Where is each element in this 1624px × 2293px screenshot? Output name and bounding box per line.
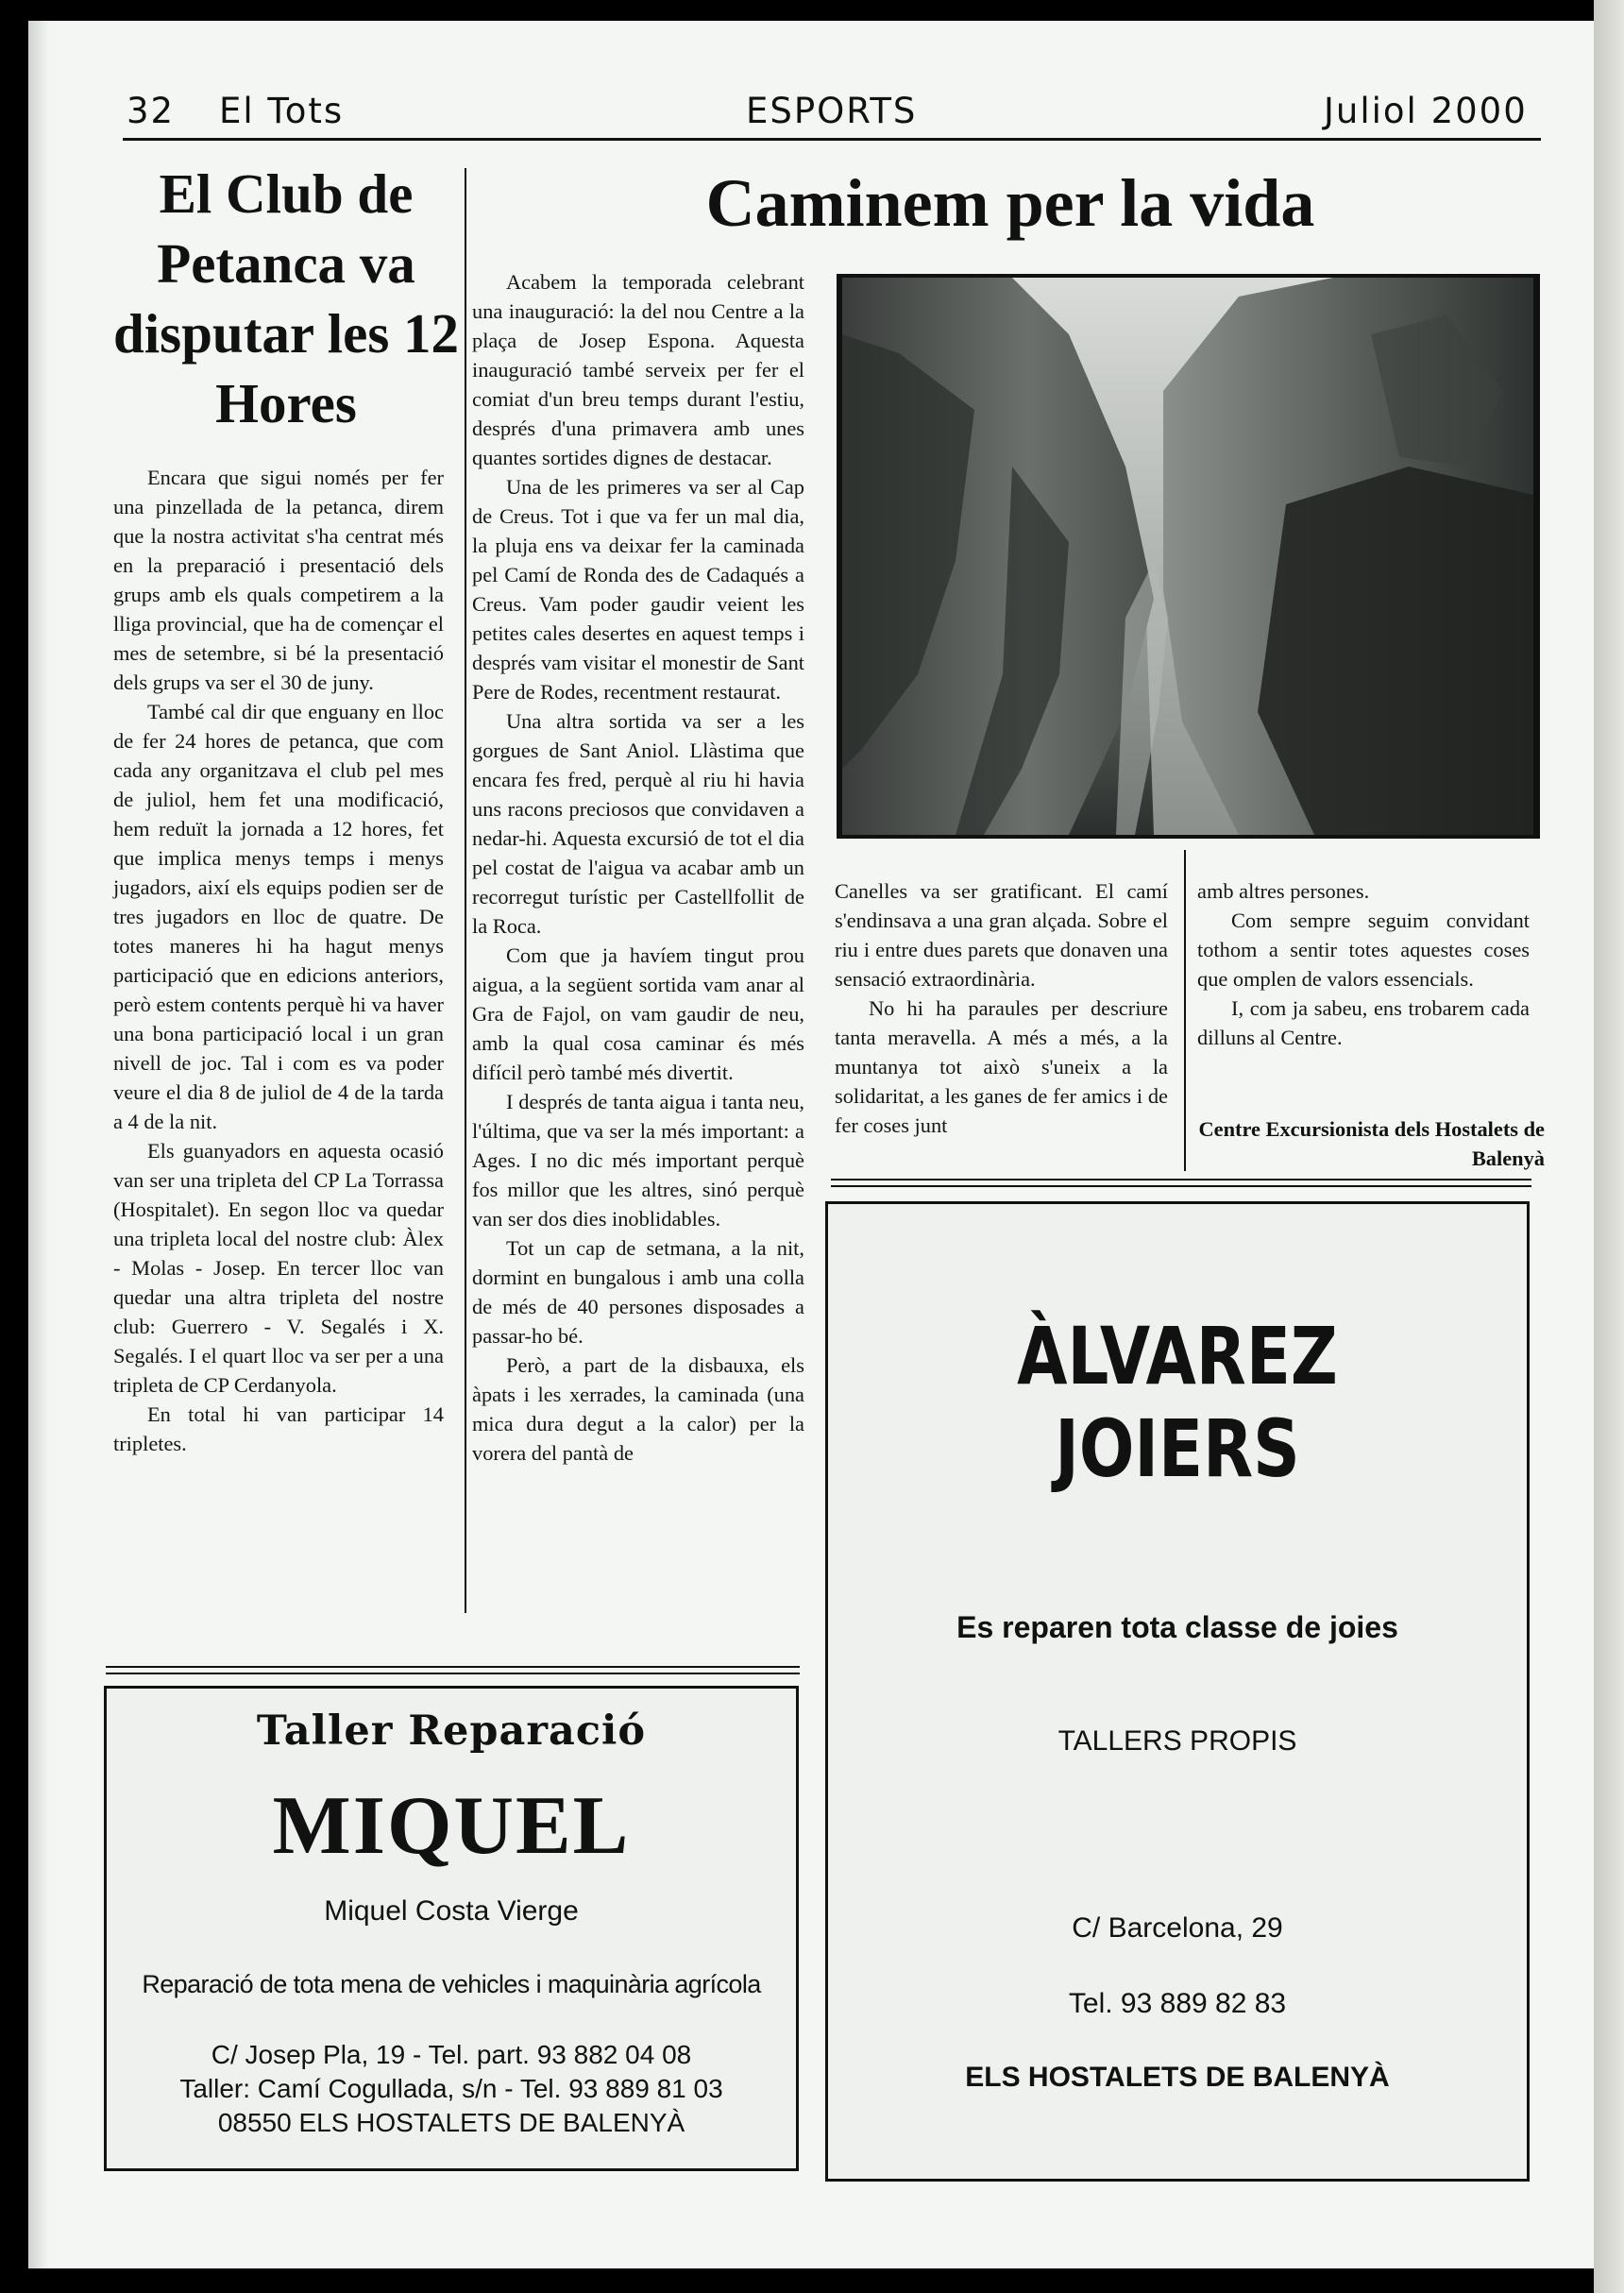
section-rule: [831, 1185, 1531, 1187]
paragraph: Encara que sigui només per fer una pinzellada de la petanca, direm que la nostra activitat s'ha centrat més en la preparació i presentació dels grups amb els quals competirem a la lliga provincial, que ha de començar el mes de setembre, si bé la presentació dels grups va ser el 30 de juny.: [113, 466, 444, 694]
section-rule: [106, 1666, 800, 1668]
main-article-title: Caminem per la vida: [705, 165, 1315, 241]
paragraph: Com que ja havíem tingut prou aigua, a la següent sortida vam anar al Gra de Fajol, on vam gaudir de neu, amb la qual cosa caminar és més difícil però també més divertit.: [472, 943, 804, 1084]
header-rule: [123, 138, 1541, 141]
ad-miquel-owner: Miquel Costa Vierge: [324, 1895, 579, 1927]
ad-taller-miquel: [104, 1686, 799, 2171]
paragraph: Tot un cap de setmana, a la nit, dormint en bungalous i amb una colla de més de 40 persones disposades a passar-ho bé.: [472, 1236, 804, 1348]
paragraph: Una de les primeres va ser al Cap de Creus. Tot i que va fer un mal dia, la pluja ens va deixar fer la caminada pel Camí de Ronda des de Cadaqués a Creus. Vam poder gaudir veient les petites cales desertes en aquest temps i després vam visitar el monestir de Sant Pere de Rodes, recentment restaurat.: [472, 475, 804, 704]
section-rule: [831, 1179, 1531, 1180]
ad-miquel-workshop: Taller: Camí Cogullada, s/n - Tel. 93 889 81 03: [179, 2074, 723, 2103]
river-gorge-photo: [837, 274, 1540, 839]
paragraph: Com sempre seguim convidant tothom a sentir totes aquestes coses que omplen de valors essencials.: [1197, 909, 1530, 991]
paragraph: També cal dir que enguany en lloc de fer 24 hores de petanca, que com cada any organitzava el club pel mes de juliol, hem fet una modificació, hem reduït la jornada a 12 hores, fet que implica menys temps i menys jugadors, així els equips podien ser de tres jugadors en lloc de quatre. De totes maneres hi ha hagut menys participació que en edicions anteriors, però estem contents perquè hi va haver una bona participació local i un gran nivell de joc. Tal i com es va poder veure el dia 8 de juliol de 4 de la tarda a 4 de la nit.: [113, 700, 444, 1133]
ad-alvarez-street: C/ Barcelona, 29: [1072, 1912, 1283, 1944]
main-article-col1: [472, 267, 804, 1468]
main-article-col2: [835, 876, 1168, 1140]
ad-miquel-address: C/ Josep Pla, 19 - Tel. part. 93 882 04 08: [211, 2040, 692, 2069]
ad-alvarez-workshop: TALLERS PROPIS: [1057, 1725, 1297, 1757]
main-article-col3: [1197, 876, 1530, 1052]
paragraph: Però, a part de la disbauxa, els àpats i les xerrades, la caminada (una mica dura degut a la calor) per la vorera del pantà de: [472, 1353, 804, 1465]
left-article-title: El Club de Petanca va disputar les 12 Hores: [112, 162, 460, 434]
ad-alvarez-phone: Tel. 93 889 82 83: [1068, 1988, 1287, 2019]
ad-miquel-name: MIQUEL: [272, 1780, 631, 1872]
paragraph: I després de tanta aigua i tanta neu, l'última, que va ser la més important: a Ages. I no dic més important perquè fos millor que les altres, sinó perquè van ser dos dies inoblidables.: [472, 1090, 804, 1231]
article-signature: Centre Excursionista dels Hostalets de Balenyà: [1198, 1117, 1545, 1170]
column-divider: [1184, 850, 1186, 1171]
paragraph: Els guanyadors en aquesta ocasió van ser una tripleta del CP La Torrassa (Hospitalet). En segon lloc va quedar una tripleta local del nostre club: Àlex - Molas - Josep. En tercer lloc van quedar una altra tripleta del nostre club: Guerrero - V. Segalés i X. Segalés. I el quart lloc va ser per a una tripleta de CP Cerdanyola.: [113, 1139, 444, 1397]
ad-alvarez-joiers: [825, 1201, 1530, 2182]
section-rule: [106, 1673, 800, 1674]
paragraph: En total hi van participar 14 tripletes.: [113, 1402, 444, 1455]
publication-name: El Tots: [219, 91, 345, 131]
paragraph: amb altres persones.: [1197, 879, 1370, 903]
ad-miquel-heading: Taller Reparació: [256, 1707, 647, 1755]
paragraph: Canelles va ser gratificant. El camí s'endinsava a una gran alçada. Sobre el riu i entre dues parets que donaven una sensació extraordinària.: [835, 879, 1168, 991]
paragraph: Acabem la temporada celebrant una inauguració: la del nou Centre a la plaça de Josep Espona. Aquesta inauguració també serveix per fer el comiat d'un breu temps durant l'estiu, després d'una primavera amb unes quantes sortides dignes de destacar.: [472, 270, 804, 469]
column-divider: [465, 168, 466, 1613]
paragraph: I, com ja sabeu, ens trobarem cada dilluns al Centre.: [1197, 996, 1530, 1049]
ad-miquel-service: Reparació de tota mena de vehicles i maquinària agrícola: [142, 1970, 761, 1998]
ad-alvarez-town: ELS HOSTALETS DE BALENYÀ: [965, 2062, 1390, 2093]
page-shadow: [28, 21, 49, 2268]
ad-alvarez-name-2: JOIERS: [1055, 1402, 1300, 1495]
page-number: 32: [127, 91, 176, 131]
ad-miquel-town: 08550 ELS HOSTALETS DE BALENYÀ: [217, 2108, 685, 2137]
left-article-body: [113, 463, 444, 1458]
photo-image: [842, 278, 1533, 835]
ad-alvarez-slogan: Es reparen tota classe de joies: [956, 1610, 1398, 1644]
paragraph: Una altra sortida va ser a les gorgues de Sant Aniol. Llàstima que encara fes fred, perquè al riu hi havia uns racons preciosos que convidaven a nedar-hi. Aquesta excursió de tot el dia pel costat de l'aigua va acabar amb un recorregut turístic per Castellfollit de la Roca.: [472, 709, 804, 938]
ad-alvarez-name: ÀLVAREZ: [1017, 1310, 1338, 1402]
section-name: ESPORTS: [746, 91, 918, 131]
page-spine: [1594, 0, 1624, 2293]
paragraph: No hi ha paraules per descriure tanta meravella. A més a més, a la muntanya tot això s'uneix a la solidaritat, a les ganes de fer amics i de fer coses junt: [835, 996, 1168, 1137]
issue-date: Juliol 2000: [1324, 91, 1528, 131]
